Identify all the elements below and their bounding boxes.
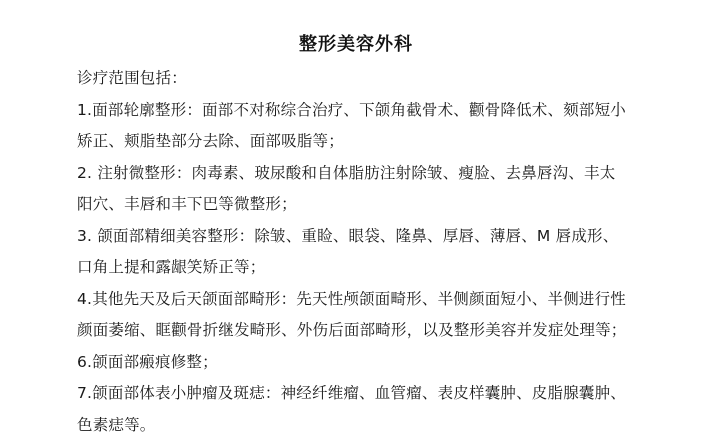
item-3-line-2: 口角上提和露龈笑矫正等； [77, 258, 266, 276]
item-1-line-1: 1.面部轮廓整形：面部不对称综合治疗、下颌角截骨术、颧骨降低术、颏部短小 [77, 100, 626, 119]
item-3-line-1: 3. 颌面部精细美容整形：除皱、重睑、眼袋、隆鼻、厚唇、薄唇、M 唇成形、 [77, 226, 619, 245]
document-body [77, 63, 693, 441]
item-4-line-1: 4.其他先天及后天颌面部畸形：先天性颅颌面畸形、半侧颜面短小、半侧进行性 [77, 289, 626, 308]
item-7-line-1: 7.颌面部体表小肿瘤及斑痣：神经纤维瘤、血管瘤、表皮样囊肿、皮脂腺囊肿、 [77, 384, 626, 402]
intro-line: 诊疗范围包括： [77, 69, 187, 87]
item-2-line-2: 阳穴、丰唇和丰下巴等微整形； [77, 195, 297, 213]
item-6-line-1: 6.颌面部瘢痕修整； [77, 352, 218, 371]
item-1-line-2: 矫正、颊脂垫部分去除、面部吸脂等； [77, 132, 344, 150]
item-4-line-2: 颜面萎缩、眶颧骨折继发畸形、外伤后面部畸形，以及整形美容并发症处理等； [77, 321, 627, 339]
item-2-line-1: 2. 注射微整形：肉毒素、玻尿酸和自体脂肪注射除皱、瘦脸、去鼻唇沟、丰太 [77, 163, 616, 182]
item-7-line-2: 色素痣等。 [77, 415, 156, 434]
document-title: 整形美容外科 [299, 34, 413, 55]
